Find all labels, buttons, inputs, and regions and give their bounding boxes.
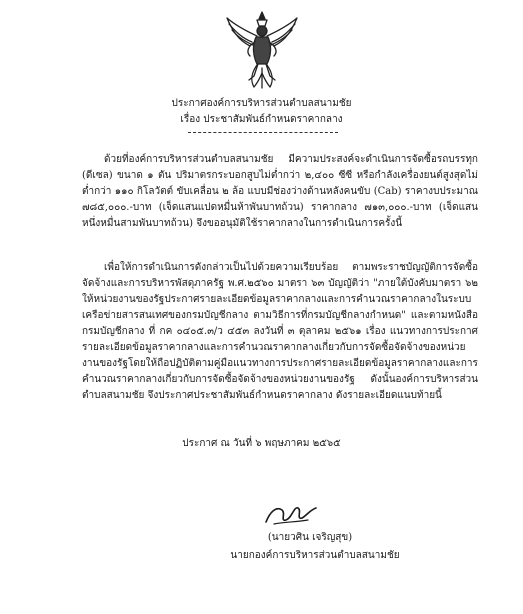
garuda-emblem-icon [224, 10, 300, 90]
body-paragraph-2: เพื่อให้การดำเนินการดังกล่าวเป็นไปด้วยความเรียบร้อย ตามพระราชบัญญัติการจัดซื้อจัดจ้างและการบริหารพัสดุภาครัฐ พ.ศ.๒๕๖๐ มาตรา ๖๓ บัญญัติว่า "ภายใต้บังคับมาตรา ๖๒ ให้หน่วยงานของรัฐประกาศรายละเอียดข้อมูลราคากลางและการคำนวณราคากลางในระบบเครือข่ายสารสนเทศของกรมบัญชีกลาง ตามวิธีการที่กรมบัญชีกลางกำหนด" และตามหนังสือกรมบัญชีกลาง ที่ กค ๐๔๐๕.๓/ว ๔๕๓ ลงวันที่ ๓ ตุลาคม ๒๕๖๑ เรื่อง แนวทางการประกาศรายละเอียดข้อมูลราคากลางและการคำนวณราคากลางเกี่ยวกับการจัดซื้อจัดจ้างของหน่วยงานของรัฐโดยให้ถือปฏิบัติตามคู่มือแนวทางการประกาศรายละเอียดข้อมูลราคากลางและการคำนวณราคากลางเกี่ยวกับการจัดซื้อจัดจ้างของหน่วยงานของรัฐ ดังนั้นองค์การบริหารส่วนตำบลสนามชัย จึงประกาศประชาสัมพันธ์กำหนดราคากลาง ดังรายละเอียดแนบท้ายนี้ [82, 262, 478, 401]
announcement-date: ประกาศ ณ วันที่ ๖ พฤษภาคม ๒๕๖๕ [182, 438, 341, 449]
header-title: ประกาศองค์การบริหารส่วนตำบลสนามชัย [171, 98, 352, 109]
signature-icon [260, 498, 320, 530]
header-subject: เรื่อง ประชาสัมพันธ์กำหนดราคากลาง [180, 114, 343, 125]
divider [188, 132, 338, 133]
body-paragraph-1: ด้วยที่องค์การบริหารส่วนตำบลสนามชัย มีความประสงค์จะดำเนินการจัดซื้อรถบรรทุก (ดีเซล) ขนาด ๑ ตัน ปริมาตรกระบอกสูบไม่ต่ำกว่า ๒,๔๐๐ ซีซี หรือกำลังเครื่องยนต์สูงสุดไม่ต่ำกว่า ๑๑๐ กิโลวัตต์ ขับเคลื่อน ๒ ล้อ แบบมีช่องว่างด้านหลังคนขับ (Cab) ราคางบประมาณ ๗๘๕,๐๐๐.-บาท (เจ็ดแสนแปดหมื่นห้าพันบาทถ้วน) ราคากลาง ๗๑๓,๐๐๐.-บาท (เจ็ดแสนหนึ่งหมื่นสามพันบาทถ้วน) จึงขออนุมัติใช้ราคากลางในการดำเนินการครั้งนี้ [82, 154, 478, 229]
signer-position: นายกองค์การบริหารส่วนตำบลสนามชัย [230, 550, 400, 561]
signer-name: (นายวศิน เจริญสุข) [267, 532, 353, 543]
